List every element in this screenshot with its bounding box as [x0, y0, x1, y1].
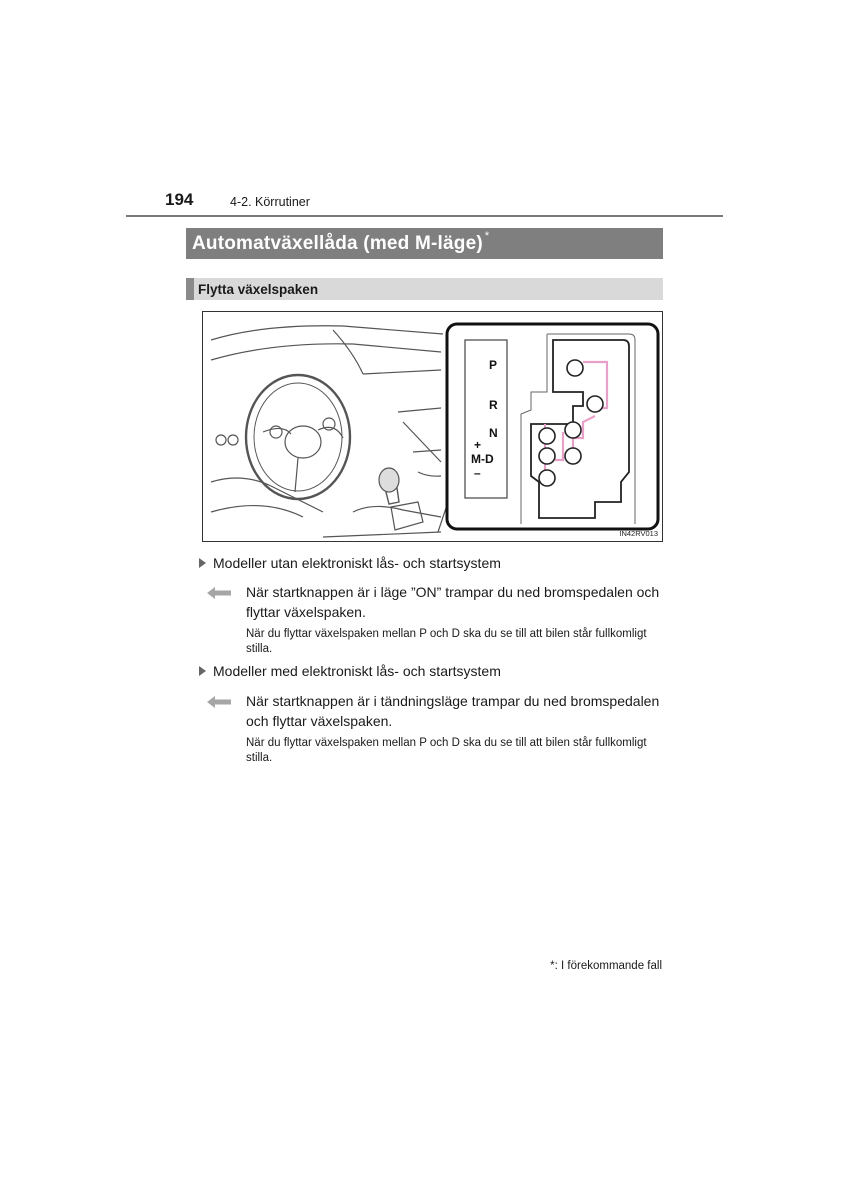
bullet-models-without-smart-key [199, 555, 501, 571]
page-title [186, 228, 663, 259]
subsection-heading [186, 278, 663, 300]
gear-label-md: M-D [471, 452, 494, 466]
instruction-text: När startknappen är i tändningsläge trampar du ned bromspedalen och flyttar växelspaken. [246, 693, 660, 729]
gear-label-n: N [489, 426, 498, 440]
section-label: 4-2. Körrutiner [230, 195, 310, 209]
note-text: När du flyttar växelspaken mellan P och D ska du se till att bilen står fullkomligt stilla. [246, 737, 647, 764]
bullet-text: Modeller med elektroniskt lås- och startsystem [213, 663, 501, 679]
instruction-text: När startknappen är i läge ”ON” trampar du ned bromspedalen och flyttar växelspaken. [246, 584, 660, 620]
page-title-text: Automatväxellåda (med M-läge) [192, 232, 483, 254]
header-divider [126, 215, 723, 217]
gear-shift-illustration [202, 311, 663, 542]
note-text: När du flyttar växelspaken mellan P och D ska du se till att bilen står fullkomligt stilla. [246, 628, 647, 655]
image-code: IN42RV013 [619, 529, 658, 538]
bullet-text: Modeller utan elektroniskt lås- och startsystem [213, 555, 501, 571]
cockpit-drawing [203, 312, 664, 543]
bullet-triangle-icon [199, 666, 206, 676]
arrow-left-icon [207, 696, 231, 708]
page-number: 194 [165, 190, 194, 209]
gear-label-p: P [489, 358, 498, 372]
bullet-triangle-icon [199, 558, 206, 568]
gear-label-minus: – [474, 466, 481, 480]
footnote: *: I förekommande fall [550, 960, 662, 972]
arrow-left-icon [207, 587, 231, 599]
bullet-models-with-smart-key [199, 663, 501, 679]
title-asterisk: * [484, 230, 490, 242]
gear-label-r: R [489, 398, 498, 412]
subsection-heading-text: Flytta växelspaken [198, 281, 319, 297]
gear-label-plus: + [474, 438, 482, 452]
